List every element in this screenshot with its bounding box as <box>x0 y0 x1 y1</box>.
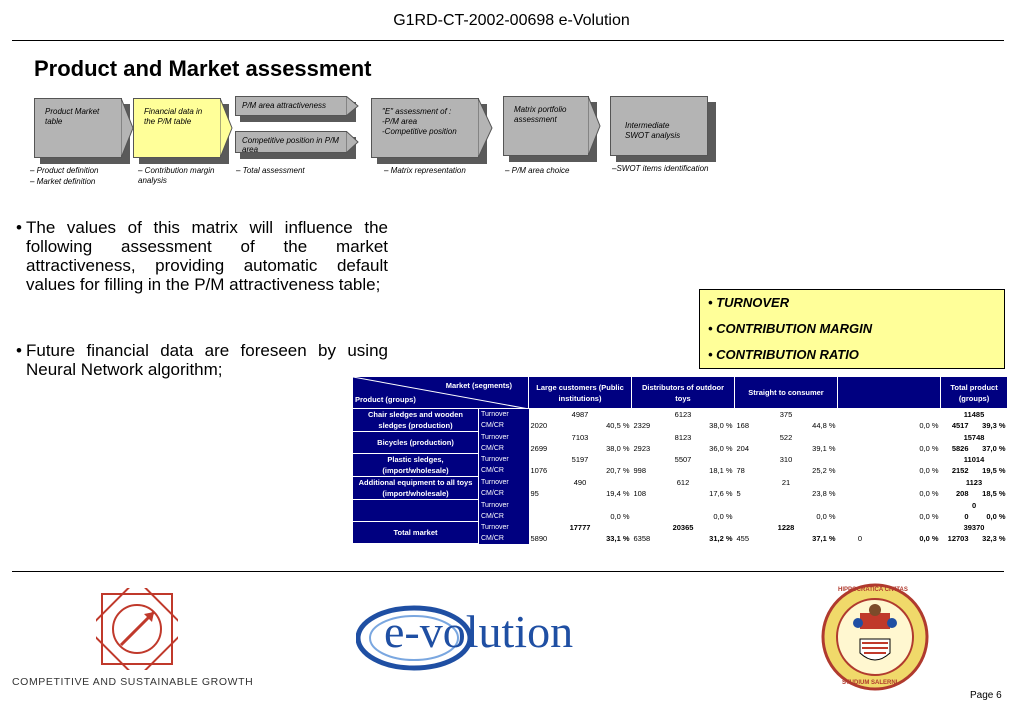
seal-ring-text-top: HIPPOCRATICA CIVITAS <box>838 587 908 593</box>
total-contribution-margin-value: 4517 <box>941 420 971 431</box>
flow-caption-total-assessment: – Total assessment <box>236 166 305 175</box>
contribution-margin-value: 5 <box>735 488 780 500</box>
flow-arrow-icon <box>478 98 494 164</box>
product-group-name: Chair sledges and wooden sledges (production) <box>353 409 479 432</box>
star-seal-logo-icon <box>96 588 178 670</box>
key-item-label: CONTRIBUTION MARGIN <box>716 321 873 336</box>
flow-step-line: SWOT analysis <box>625 131 681 140</box>
turnover-value: 490 <box>529 477 632 489</box>
total-turnover-value: 0 <box>941 500 1008 511</box>
flow-step-pm-area-attractiveness <box>235 96 347 116</box>
cmcr-label: CM/CR <box>479 420 529 431</box>
table-row <box>353 409 1008 421</box>
cmcr-label: CM/CR <box>479 465 529 477</box>
turnover-value <box>838 500 941 511</box>
contribution-ratio-value: 23,8 % <box>780 488 838 500</box>
total-contribution-margin-value: 208 <box>941 488 971 500</box>
turnover-value <box>529 500 632 511</box>
contribution-ratio-value: 20,7 % <box>574 465 632 477</box>
column-header: Straight to consumer <box>735 377 838 409</box>
bullet-text: Future financial data are foreseen by using Neural Network algorithm; <box>26 341 388 379</box>
table-row <box>353 477 1008 489</box>
total-contribution-ratio-value: 32,3 % <box>971 533 1008 544</box>
flow-step-label: Financial data in the P/M table <box>144 107 203 126</box>
flow-step-line: "E" assessment of : <box>382 107 452 116</box>
flow-caption-product-definition: – Product definition <box>30 166 99 175</box>
cmcr-label: CM/CR <box>479 511 529 522</box>
flow-step-financial-data <box>133 98 221 158</box>
turnover-label: Turnover <box>479 454 529 466</box>
header-divider <box>12 40 1004 41</box>
corner-bottom-label: Product (groups) <box>355 395 416 404</box>
key-item: • CONTRIBUTION RATIO <box>708 347 859 362</box>
turnover-value: 8123 <box>632 432 735 443</box>
footer-divider <box>12 571 1004 572</box>
contribution-margin-value <box>838 443 883 454</box>
flow-arrow-icon <box>588 96 602 162</box>
total-contribution-margin-value: 12703 <box>941 533 971 544</box>
contribution-ratio-value: 0,0 % <box>883 511 941 522</box>
contribution-ratio-value: 40,5 % <box>574 420 632 431</box>
total-turnover-value: 1123 <box>941 477 1008 489</box>
flow-step-e-assessment <box>371 98 479 158</box>
flow-step-swot-analysis <box>610 96 708 156</box>
diagonal-divider-icon <box>353 377 529 409</box>
flow-step-line: -P/M area <box>382 117 418 126</box>
total-contribution-ratio-value: 39,3 % <box>971 420 1008 431</box>
contribution-ratio-value: 0,0 % <box>883 443 941 454</box>
flow-caption-pm-area-choice: – P/M area choice <box>505 166 570 175</box>
total-turnover-value: 11485 <box>941 409 1008 421</box>
flow-arrow-icon <box>346 131 360 159</box>
contribution-margin-value: 95 <box>529 488 574 500</box>
contribution-margin-value <box>632 511 677 522</box>
flow-step-product-market-table <box>34 98 122 158</box>
contribution-margin-value: 204 <box>735 443 780 454</box>
contribution-ratio-value: 0,0 % <box>677 511 735 522</box>
column-header: Total product (groups) <box>941 377 1008 409</box>
flow-step-label: Matrix portfolio assessment <box>514 105 567 124</box>
contribution-margin-value: 2020 <box>529 420 574 431</box>
contribution-ratio-value: 0,0 % <box>883 488 941 500</box>
turnover-label: Turnover <box>479 477 529 489</box>
logo-caption: COMPETITIVE AND SUSTAINABLE GROWTH <box>12 676 254 688</box>
turnover-value: 7103 <box>529 432 632 443</box>
contribution-ratio-value: 0,0 % <box>883 420 941 431</box>
contribution-margin-value <box>735 511 780 522</box>
contribution-margin-value <box>838 465 883 477</box>
bullet-dot-icon: • <box>16 218 22 237</box>
flow-arrow-icon <box>346 96 360 122</box>
contribution-margin-value: 0 <box>838 533 883 544</box>
header-title: G1RD-CT-2002-00698 e-Volution <box>393 12 630 29</box>
flow-step-label: Competitive position in P/M area <box>242 136 339 154</box>
turnover-value: 375 <box>735 409 838 421</box>
seal-ring-text-bottom: STUDIUM SALERNI <box>842 680 898 686</box>
turnover-label: Turnover <box>479 432 529 443</box>
contribution-margin-value: 108 <box>632 488 677 500</box>
contribution-ratio-value: 18,1 % <box>677 465 735 477</box>
turnover-value: 612 <box>632 477 735 489</box>
cmcr-label: CM/CR <box>479 488 529 500</box>
column-header: Large customers (Public institutions) <box>529 377 632 409</box>
total-contribution-margin-value: 0 <box>941 511 971 522</box>
cmcr-label: CM/CR <box>479 533 529 544</box>
turnover-value <box>838 432 941 443</box>
contribution-ratio-value: 0,0 % <box>883 533 941 544</box>
flow-step-matrix-portfolio <box>503 96 589 156</box>
contribution-ratio-value: 37,1 % <box>780 533 838 544</box>
bullet-text: The values of this matrix will influence the following assessment of the market attractiveness, providing automatic default values for filling in the P/M attractiveness table; <box>26 218 388 294</box>
total-contribution-ratio-value: 37,0 % <box>971 443 1008 454</box>
university-seal-icon <box>816 583 934 691</box>
contribution-margin-value: 2329 <box>632 420 677 431</box>
cmcr-label: CM/CR <box>479 443 529 454</box>
flow-caption-swot-items: –SWOT items identification <box>612 164 709 173</box>
flow-caption-matrix-representation: – Matrix representation <box>384 166 466 175</box>
flow-step-competitive-position <box>235 131 347 153</box>
contribution-margin-value: 1076 <box>529 465 574 477</box>
contribution-ratio-value: 0,0 % <box>574 511 632 522</box>
total-contribution-margin-value: 5826 <box>941 443 971 454</box>
total-contribution-margin-value: 2152 <box>941 465 971 477</box>
page-number: Page 6 <box>970 690 1002 701</box>
product-group-name: Plastic sledges, (import/wholesale) <box>353 454 479 477</box>
contribution-ratio-value: 38,0 % <box>677 420 735 431</box>
turnover-value <box>838 477 941 489</box>
turnover-label: Turnover <box>479 522 529 533</box>
contribution-ratio-value: 44,8 % <box>780 420 838 431</box>
turnover-value: 522 <box>735 432 838 443</box>
product-group-name: Additional equipment to all toys (import/wholesale) <box>353 477 479 500</box>
corner-top-label: Market (segments) <box>445 381 512 390</box>
contribution-ratio-value: 31,2 % <box>677 533 735 544</box>
contribution-margin-value: 2923 <box>632 443 677 454</box>
total-turnover-value: 15748 <box>941 432 1008 443</box>
turnover-value: 310 <box>735 454 838 466</box>
flow-step-label: P/M area attractiveness <box>242 101 327 110</box>
total-contribution-ratio-value: 19,5 % <box>971 465 1008 477</box>
contribution-margin-value <box>838 488 883 500</box>
contribution-margin-value: 6358 <box>632 533 677 544</box>
total-contribution-ratio-value: 0,0 % <box>971 511 1008 522</box>
contribution-margin-value: 168 <box>735 420 780 431</box>
flow-step-line: Intermediate <box>625 121 670 130</box>
contribution-ratio-value: 0,0 % <box>780 511 838 522</box>
table-body <box>353 409 1008 544</box>
turnover-value: 17777 <box>529 522 632 533</box>
contribution-margin-value: 998 <box>632 465 677 477</box>
turnover-value <box>838 454 941 466</box>
key-item: • CONTRIBUTION MARGIN <box>708 321 873 336</box>
flow-arrow-icon <box>220 98 234 164</box>
total-market-label: Total market <box>353 522 479 544</box>
total-row <box>353 522 1008 533</box>
flow-caption-market-definition: – Market definition <box>30 177 96 186</box>
bullet-dot-icon: • <box>16 341 22 360</box>
contribution-margin-value: 455 <box>735 533 780 544</box>
turnover-value: 1228 <box>735 522 838 533</box>
table-row <box>353 432 1008 443</box>
key-item-label: CONTRIBUTION RATIO <box>716 347 859 362</box>
bullet-item <box>16 341 388 379</box>
turnover-label: Turnover <box>479 500 529 511</box>
turnover-value <box>735 500 838 511</box>
contribution-margin-value: 78 <box>735 465 780 477</box>
total-turnover-value: 39370 <box>941 522 1008 533</box>
turnover-value: 21 <box>735 477 838 489</box>
turnover-value <box>632 500 735 511</box>
turnover-value: 5197 <box>529 454 632 466</box>
turnover-label: Turnover <box>479 409 529 421</box>
contribution-ratio-value: 39,1 % <box>780 443 838 454</box>
contribution-ratio-value: 19,4 % <box>574 488 632 500</box>
contribution-margin-value: 2699 <box>529 443 574 454</box>
key-item: • TURNOVER <box>708 295 790 310</box>
flow-caption-contribution-margin: – Contribution margin analysis <box>138 166 215 185</box>
turnover-value <box>838 522 941 533</box>
table-corner-header <box>353 377 529 409</box>
total-contribution-ratio-value: 18,5 % <box>971 488 1008 500</box>
product-group-name: Bicycles (production) <box>353 432 479 454</box>
contribution-margin-value <box>838 511 883 522</box>
product-group-name <box>353 500 479 522</box>
contribution-margin-value: 5890 <box>529 533 574 544</box>
total-turnover-value: 11014 <box>941 454 1008 466</box>
contribution-ratio-value: 33,1 % <box>574 533 632 544</box>
turnover-value: 5507 <box>632 454 735 466</box>
contribution-ratio-value: 0,0 % <box>883 465 941 477</box>
table-row <box>353 454 1008 466</box>
metrics-key-box <box>699 289 1005 369</box>
column-header <box>838 377 941 409</box>
contribution-ratio-value: 38,0 % <box>574 443 632 454</box>
table-row <box>353 500 1008 511</box>
contribution-margin-value <box>529 511 574 522</box>
turnover-value: 6123 <box>632 409 735 421</box>
page-title: Product and Market assessment <box>34 56 372 81</box>
bullet-item <box>16 218 388 294</box>
contribution-ratio-value: 25,2 % <box>780 465 838 477</box>
flow-step-line: -Competitive position <box>382 127 457 136</box>
turnover-value: 4987 <box>529 409 632 421</box>
contribution-ratio-value: 36,0 % <box>677 443 735 454</box>
turnover-value <box>838 409 941 421</box>
contribution-ratio-value: 17,6 % <box>677 488 735 500</box>
logo-wordmark: e-volution <box>384 606 574 657</box>
contribution-margin-value <box>838 420 883 431</box>
column-header: Distributors of outdoor toys <box>632 377 735 409</box>
product-market-matrix-table <box>352 376 1008 544</box>
turnover-value: 20365 <box>632 522 735 533</box>
key-item-label: TURNOVER <box>716 295 790 310</box>
flow-step-label: Product Market table <box>45 107 100 126</box>
